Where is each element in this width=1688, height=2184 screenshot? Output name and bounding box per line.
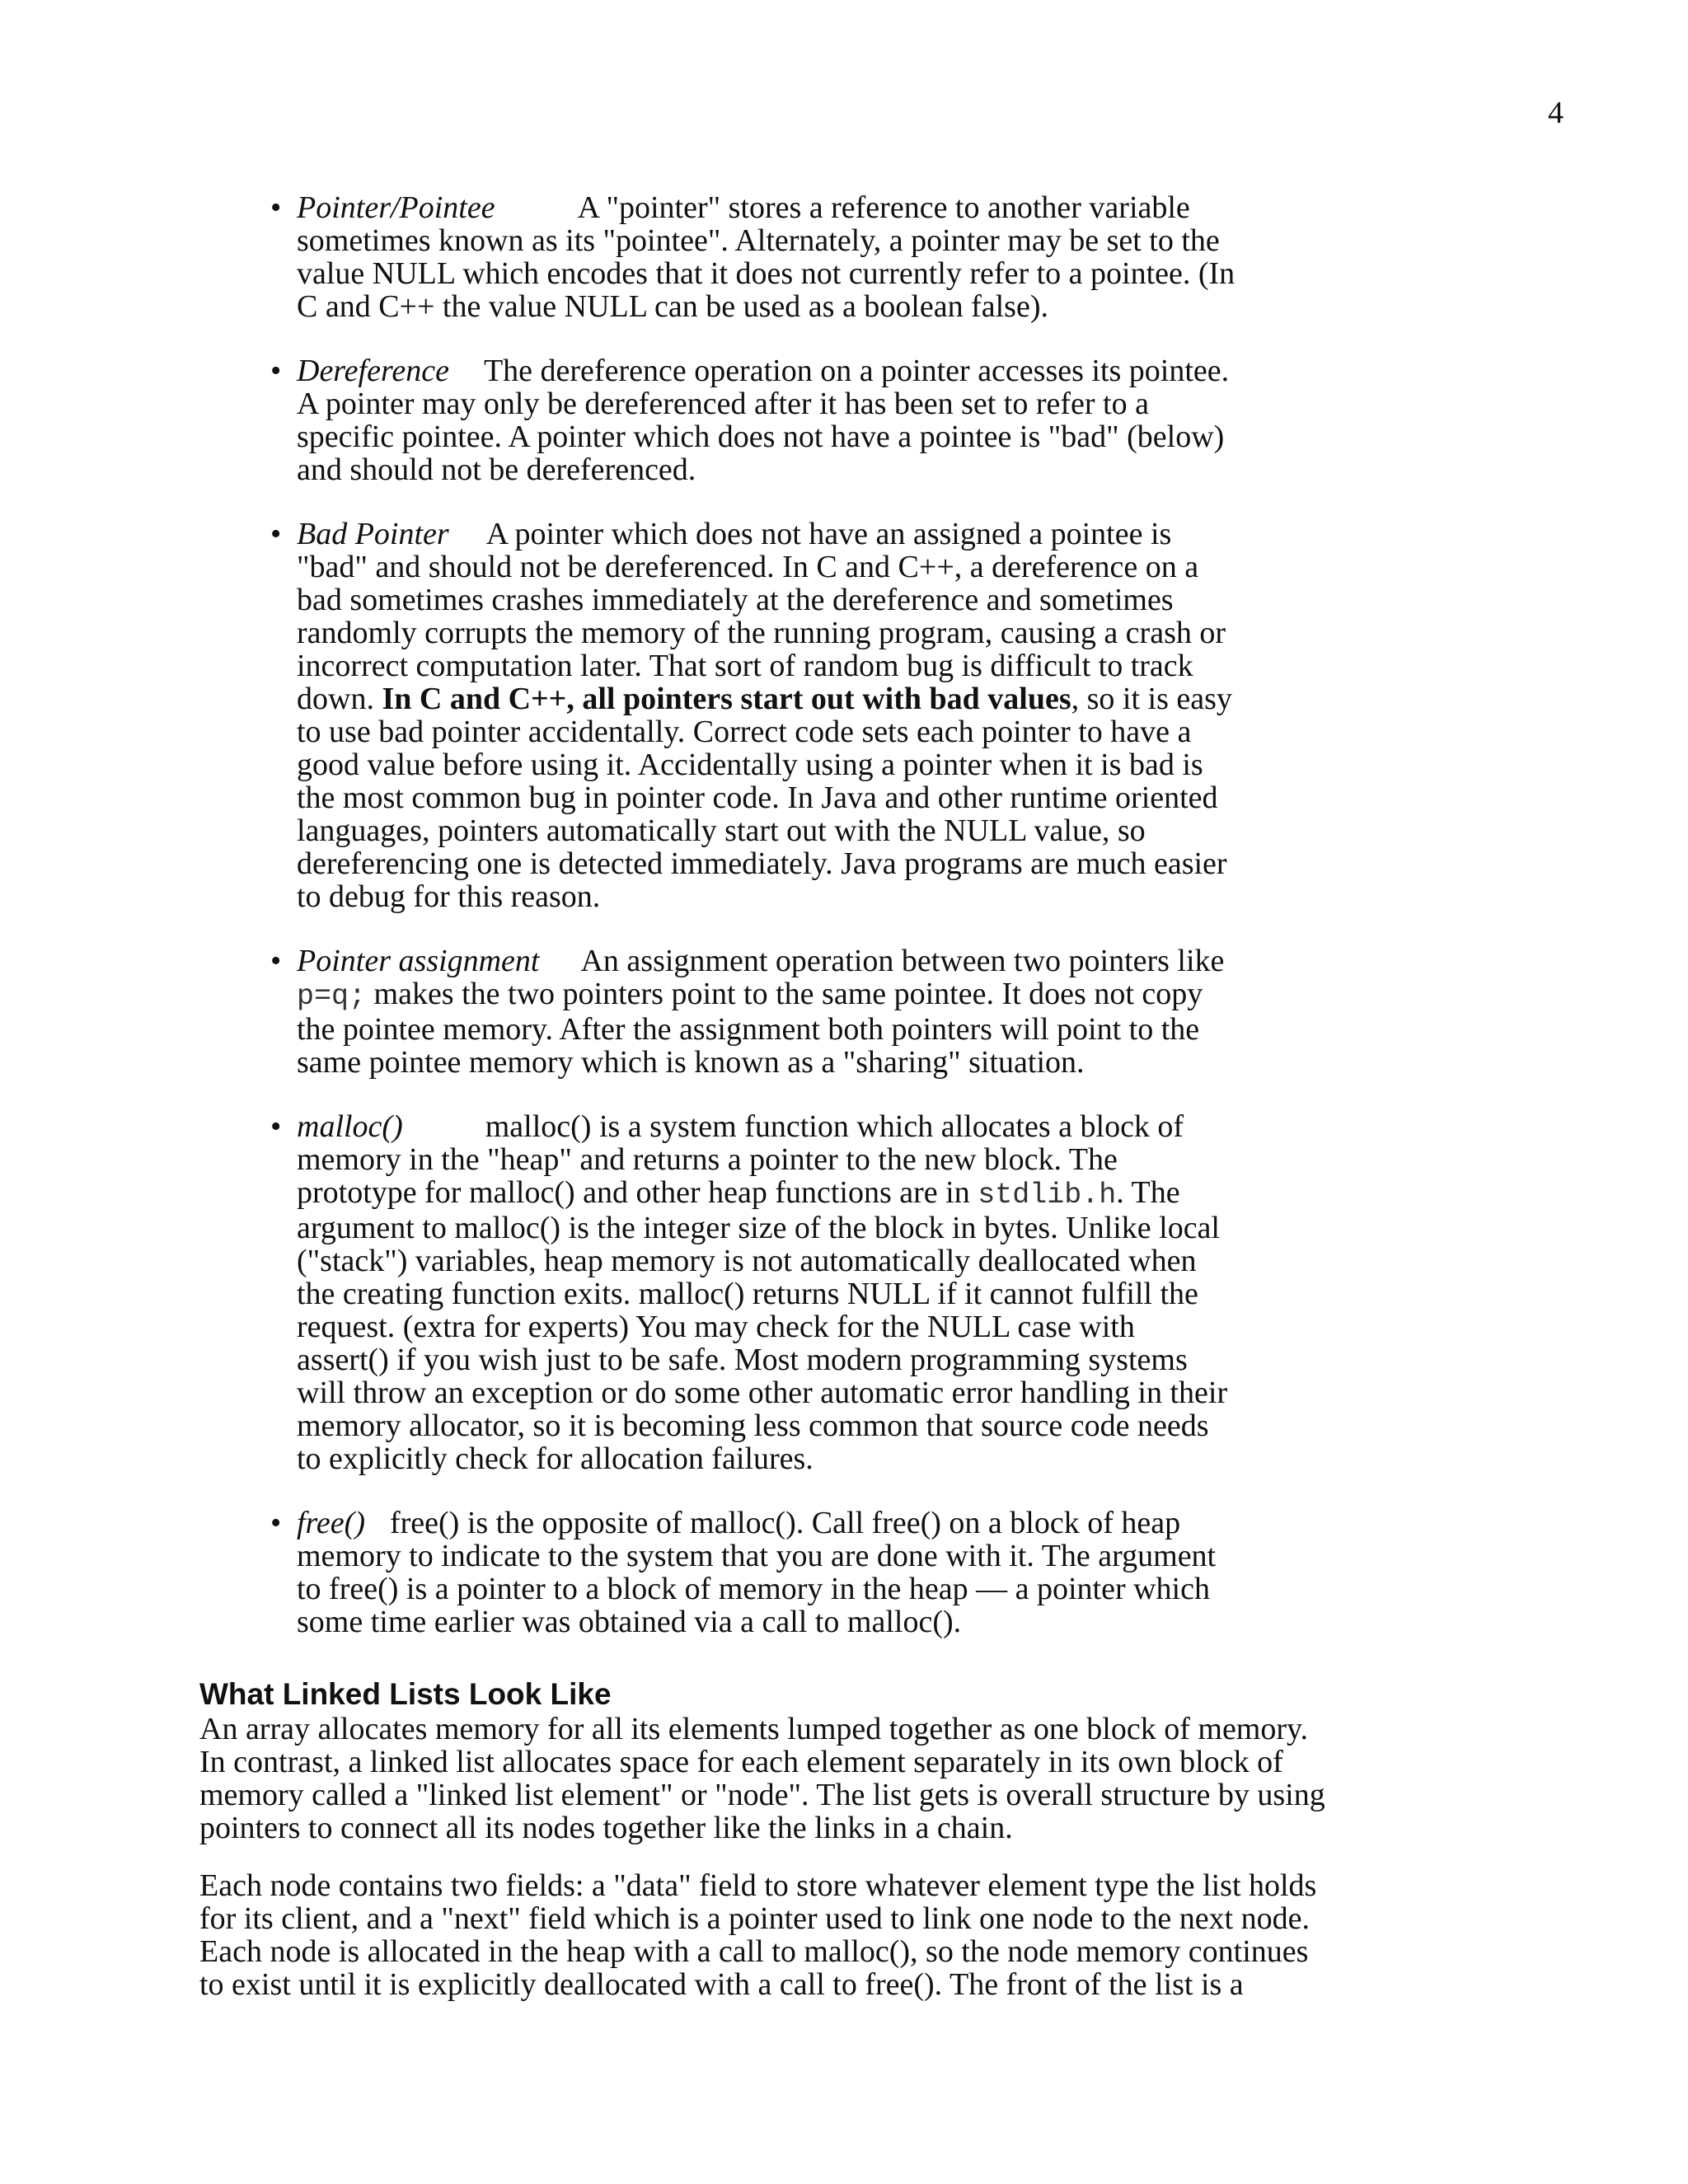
definition-line: memory to indicate to the system that you are done with it. The argument [297,1539,1217,1573]
definition-line: incorrect computation later. That sort of random bug is difficult to track [297,649,1193,683]
definition-term: Dereference [297,354,449,388]
definition-line: and should not be dereferenced. [297,452,696,487]
definition-text: down. [297,682,382,716]
bullet-icon: • [270,1506,282,1540]
definition-line: specific pointee. A pointer which does not have a pointee is "bad" (below) [297,419,1225,454]
bullet-icon: • [270,1109,282,1144]
definition-dereference [270,354,1368,487]
definition-text: A "pointer" stores a reference to another variable [577,190,1190,225]
definition-line: randomly corrupts the memory of the running program, causing a crash or [297,616,1226,650]
paragraph-line: for its client, and a "next" field which is a pointer used to link one node to the next node. [199,1901,1310,1936]
definition-line: C and C++ the value NULL can be used as a boolean false). [297,289,1048,324]
bullet-icon: • [270,354,282,388]
paragraph-line: Each node contains two fields: a "data" field to store whatever element type the list holds [199,1868,1317,1903]
body-paragraph [199,1713,1386,1844]
definition-line: dereferencing one is detected immediately. Java programs are much easier [297,846,1227,881]
paragraph-line: to exist until it is explicitly deallocated with a call to free(). The front of the list is a [199,1967,1244,2002]
definition-text: prototype for malloc() and other heap functions are in [297,1175,978,1210]
definition-line: A pointer may only be dereferenced after it has been set to refer to a [297,387,1149,421]
bullet-icon: • [270,517,282,551]
definition-text: An assignment operation between two pointers like [580,944,1225,978]
definition-line: ("stack") variables, heap memory is not automatically deallocated when [297,1244,1197,1278]
definition-line [297,1507,1368,1540]
code-snippet: p=q; [297,980,367,1013]
definition-text: . The [1116,1175,1180,1210]
definition-line [297,682,1368,715]
definition-line: the most common bug in pointer code. In Java and other runtime oriented [297,780,1218,815]
definition-line: to debug for this reason. [297,879,601,914]
definition-malloc [270,1109,1368,1476]
definition-line [297,191,1368,224]
definition-text: makes the two pointers point to the same pointee. It does not copy [366,977,1203,1011]
paragraph-line: An array allocates memory for all its elements lumped together as one block of memory. [199,1712,1309,1746]
definition-pointer-assignment [270,944,1368,1080]
definition-line [297,944,1368,977]
section-heading: What Linked Lists Look Like [199,1677,612,1711]
paragraph-line: Each node is allocated in the heap with a call to malloc(), so the node memory continues [199,1934,1309,1969]
definition-text: free() is the opposite of malloc(). Call free() on a block of heap [389,1506,1181,1540]
bullet-icon: • [270,944,282,978]
emphasis-text: In C and C++, all pointers start out with bad values [382,682,1071,716]
definition-line: "bad" and should not be dereferenced. In C and C++, a dereference on a [297,550,1199,584]
definition-pointer-pointee [270,190,1368,324]
definition-line: good value before using it. Accidentally using a pointer when it is bad is [297,748,1203,782]
definition-line: languages, pointers automatically start out with the NULL value, so [297,813,1146,848]
paragraph-line: In contrast, a linked list allocates space for each element separately in its own block of [199,1745,1283,1779]
definition-text: The dereference operation on a pointer accesses its pointee. [483,354,1230,388]
definition-line [297,1110,1368,1143]
definition-term: Bad Pointer [297,517,449,551]
code-snippet: stdlib.h [978,1179,1117,1212]
definition-line [297,977,1368,1013]
definition-text: A pointer which does not have an assigned a pointee is [485,517,1172,551]
bullet-icon: • [270,190,282,225]
definition-line: to free() is a pointer to a block of memory in the heap — a pointer which [297,1572,1210,1606]
paragraph-line: memory called a "linked list element" or "node". The list gets is overall structure by using [199,1778,1325,1812]
definition-line: to explicitly check for allocation failures. [297,1441,814,1476]
definition-line: assert() if you wish just to be safe. Most modern programming systems [297,1343,1188,1377]
definition-line: memory allocator, so it is becoming less common that source code needs [297,1408,1209,1443]
body-paragraph [199,1869,1386,2001]
definition-line: bad sometimes crashes immediately at the dereference and sometimes [297,583,1174,617]
definition-line: to use bad pointer accidentally. Correct code sets each pointer to have a [297,715,1192,749]
definition-term: Pointer/Pointee [297,190,495,225]
definition-line: will throw an exception or do some other automatic error handling in their [297,1376,1228,1410]
definition-term: free() [297,1506,365,1540]
definition-line [297,1176,1368,1212]
definition-term: malloc() [297,1109,403,1144]
definition-line [297,518,1368,551]
definition-line: sometimes known as its "pointee". Alternately, a pointer may be set to the [297,223,1220,258]
definition-text: , so it is easy [1071,682,1232,716]
definition-line [297,354,1368,387]
definition-line: the pointee memory. After the assignment both pointers will point to the [297,1012,1200,1047]
paragraph-line: pointers to connect all its nodes together like the links in a chain. [199,1811,1013,1845]
definition-text: malloc() is a system function which allocates a block of [485,1109,1184,1144]
definition-term: Pointer assignment [297,944,540,978]
definition-line: same pointee memory which is known as a "sharing" situation. [297,1045,1085,1080]
definition-bad-pointer [270,517,1368,914]
page-number: 4 [1548,96,1564,130]
definition-line: the creating function exits. malloc() returns NULL if it cannot fulfill the [297,1277,1198,1311]
definition-line: value NULL which encodes that it does not currently refer to a pointee. (In [297,256,1236,291]
definition-line: argument to malloc() is the integer size of the block in bytes. Unlike local [297,1211,1220,1245]
definition-line: some time earlier was obtained via a call to malloc(). [297,1605,962,1639]
definition-line: request. (extra for experts) You may check for the NULL case with [297,1310,1135,1344]
definition-list [270,190,1368,1670]
definition-free [270,1506,1368,1639]
definition-line: memory in the "heap" and returns a pointer to the new block. The [297,1142,1118,1177]
